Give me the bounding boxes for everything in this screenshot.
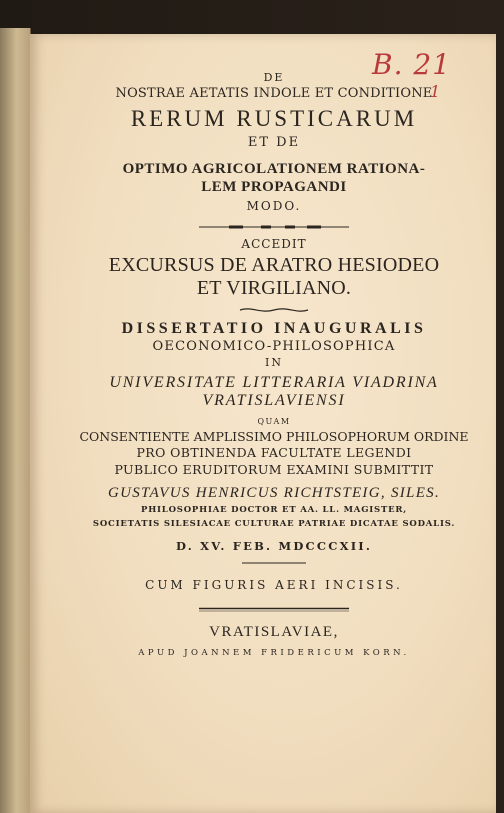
author-society-line: SOCIETATIS SILESIACAE CULTURAE PATRIAE DICATAE SODALIS. (92, 519, 456, 530)
pro-obtinenda-line: PRO OBTINENDA FACULTATE LEGENDI (136, 445, 412, 461)
place-line: VRATISLAVIAE, (209, 623, 339, 640)
vratislaviensi-line: VRATISLAVIENSI (202, 392, 346, 410)
optimo-line-2: LEM PROPAGANDI (201, 179, 347, 196)
optimo-line-1: OPTIMO AGRICOLATIONEM RATIONA- (122, 160, 426, 177)
main-title: RERUM RUSTICARUM (130, 105, 418, 131)
author-degree-line: PHILOSOPHIAE DOCTOR ET AA. LL. MAGISTER, (141, 505, 407, 516)
page-number-annotation: 1 (430, 82, 441, 101)
short-rule (242, 561, 306, 565)
consentiente-line: CONSENTIENTE AMPLISSIMO PHILOSOPHORUM ORDINE (79, 428, 469, 444)
universitate-line: UNIVERSITATE LITTERARIA VIADRINA (109, 374, 439, 392)
ornamental-rule (199, 224, 349, 230)
swash-ornament (238, 306, 310, 314)
double-rule (199, 607, 349, 612)
subtitle-line: NOSTRAE AETATIS INDOLE ET CONDITIONE (115, 85, 433, 101)
excursus-line-2: ET VIRGILIANO. (196, 277, 352, 300)
title-page-text (70, 72, 478, 659)
modo-line: MODO. (246, 199, 302, 214)
publisher-line: APUD JOANNEM FRIDERICUM KORN. (138, 648, 410, 659)
accedit-line: ACCEDIT (241, 237, 307, 252)
et-de-line: ET DE (247, 135, 301, 151)
oeconomico-line: OECONOMICO-PHILOSOPHICA (152, 339, 396, 355)
title-de: DE (263, 71, 285, 84)
quam-line: QUAM (257, 416, 291, 426)
excursus-line-1: EXCURSUS DE ARATRO HESIODEO (108, 254, 440, 277)
figures-line: CUM FIGURIS AERI INCISIS. (145, 578, 403, 593)
publico-line: PUBLICO ERUDITORUM EXAMINI SUBMITTIT (114, 461, 434, 477)
shelf-mark-annotation: B. 21 (372, 48, 452, 81)
in-line: IN (265, 356, 283, 370)
date-line: D. XV. FEB. MDCCCXII. (175, 538, 373, 553)
author-line: GUSTAVUS HENRICUS RICHTSTEIG, SILES. (107, 485, 441, 502)
facing-page-edge (0, 28, 31, 813)
dissertatio-line: DISSERTATIO INAUGURALIS (121, 320, 427, 338)
